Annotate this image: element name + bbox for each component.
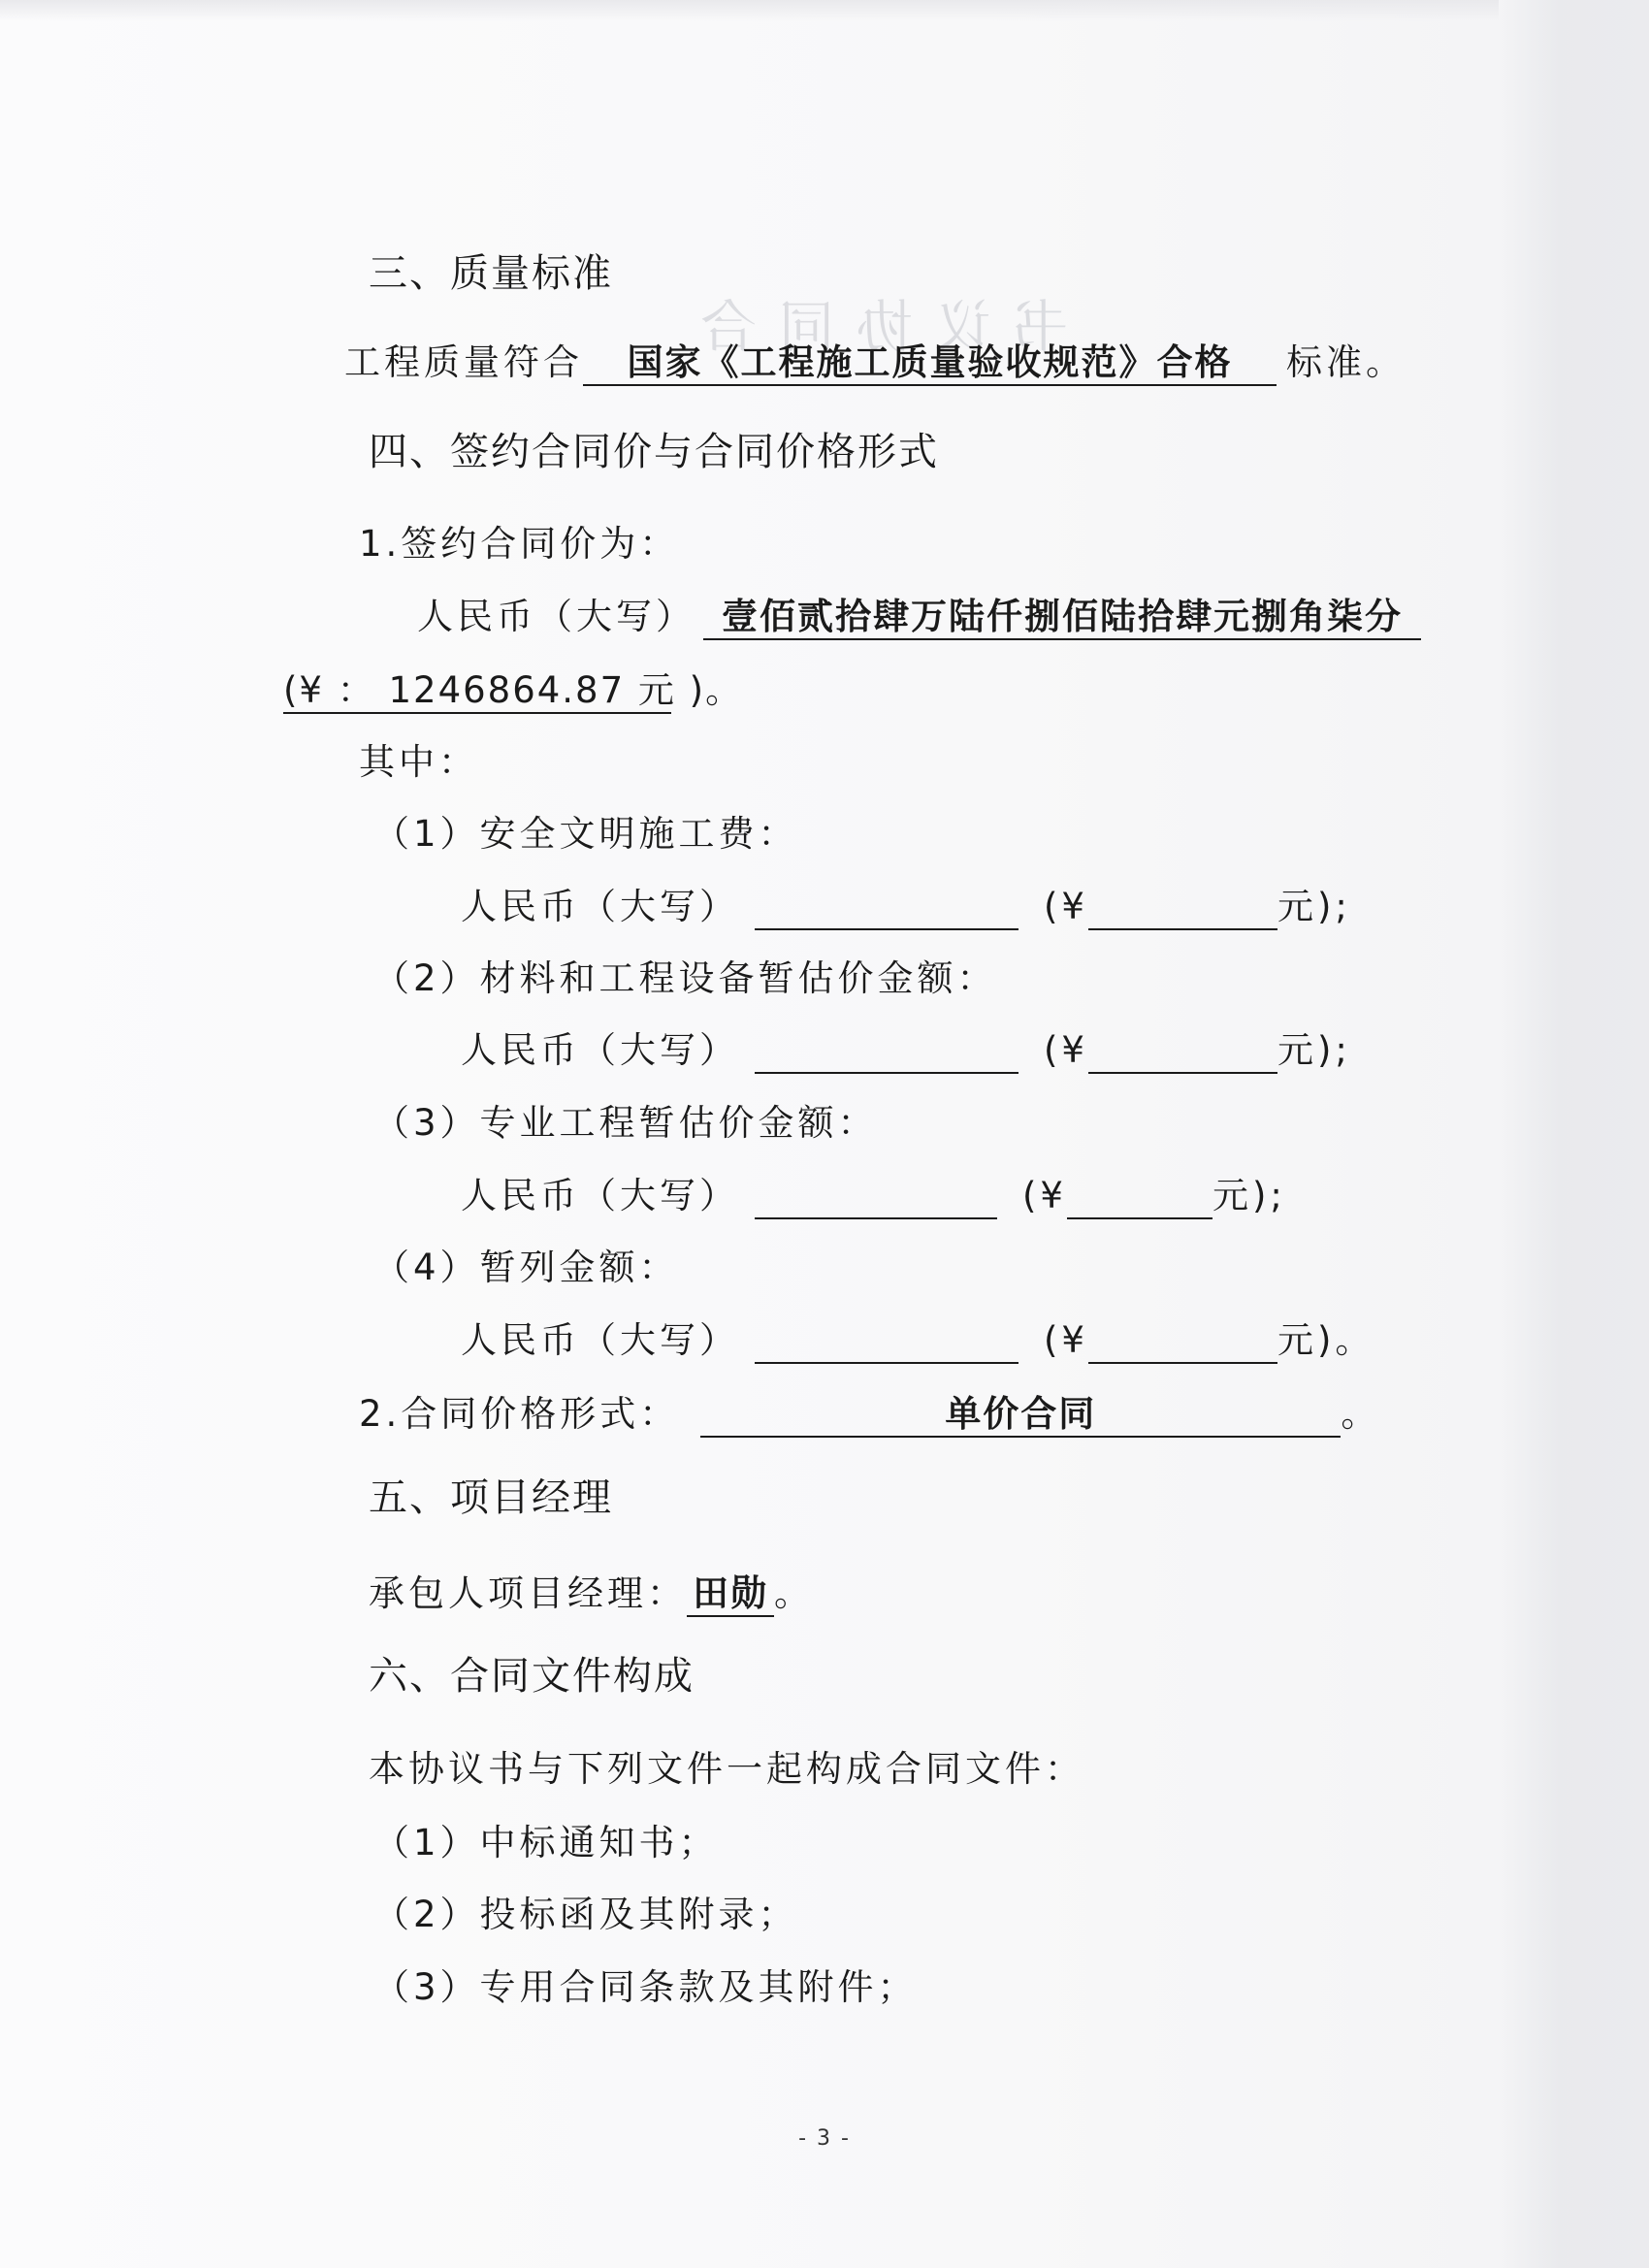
page-number: - 3 - <box>798 2126 851 2151</box>
sub-item-2-words-blank <box>755 1033 1018 1074</box>
quality-heading: 三、质量标准 <box>369 251 613 296</box>
quality-suffix: 标准。 <box>1286 341 1406 383</box>
sub-item-3-amount: 人民币（大写） (¥ 元); <box>461 1173 1286 1219</box>
sub-item-1-words-blank <box>755 890 1018 930</box>
page-top-edge <box>0 0 1499 21</box>
among-label: 其中： <box>359 741 478 783</box>
manager-line: 承包人项目经理： 田勋 。 <box>369 1571 814 1617</box>
documents-intro: 本协议书与下列文件一起构成合同文件： <box>369 1748 1084 1790</box>
sub-item-3-numeric-blank <box>1067 1179 1212 1219</box>
sub-item-4-words-blank <box>755 1323 1018 1364</box>
document-item: （2）投标函及其附录； <box>373 1894 798 1935</box>
rmb-prefix: 人民币（大写） <box>417 596 695 637</box>
sub-item-2-numeric-blank <box>1088 1033 1277 1074</box>
price-form-line: 2.合同价格形式： 单价合同 。 <box>359 1391 1380 1438</box>
quality-line <box>344 340 1406 386</box>
contract-price-words: 壹佰贰拾肆万陆仟捌佰陆拾肆元捌角柒分 <box>703 596 1421 640</box>
contract-price-label: 1.签约合同价为： <box>359 523 680 565</box>
quality-prefix: 工程质量符合 <box>344 341 583 383</box>
contract-price-numeric-line <box>283 667 744 714</box>
sub-item-2-amount: 人民币（大写） (¥ 元); <box>461 1027 1351 1074</box>
sub-item-4-amount: 人民币（大写） (¥ 元)。 <box>461 1317 1374 1364</box>
sub-item-2-label: （2）材料和工程设备暂估价金额： <box>373 957 997 999</box>
manager-name: 田勋 <box>687 1572 774 1617</box>
documents-heading: 六、合同文件构成 <box>369 1654 695 1699</box>
contract-price-numeric: (¥ ： 1246864.87 元 )。 <box>283 669 671 714</box>
sub-item-1-amount: 人民币（大写） (¥ 元); <box>461 884 1351 930</box>
price-heading: 四、签约合同价与合同价格形式 <box>369 430 939 474</box>
sub-item-4-label: （4）暂列金额： <box>373 1247 679 1288</box>
price-form-value: 单价合同 <box>700 1393 1341 1438</box>
sub-item-1-numeric-blank <box>1088 890 1277 930</box>
sub-item-1-label: （1）安全文明施工费： <box>373 813 798 855</box>
manager-heading: 五、项目经理 <box>369 1475 613 1520</box>
sub-item-3-words-blank <box>755 1179 997 1219</box>
manager-label: 承包人项目经理： <box>369 1572 687 1614</box>
sub-item-3-label: （3）专业工程暂估价金额： <box>373 1102 878 1144</box>
quality-standard-value: 国家《工程施工质量验收规范》合格 <box>583 341 1277 386</box>
price-form-label: 2.合同价格形式： <box>359 1393 680 1435</box>
contract-price-words-line <box>417 594 1421 640</box>
page-edge-shadow <box>1499 0 1649 2268</box>
document-item: （3）专用合同条款及其附件； <box>373 1966 918 2008</box>
sub-item-4-numeric-blank <box>1088 1323 1277 1364</box>
document-item: （1）中标通知书； <box>373 1822 719 1863</box>
show-through-title: 书 议 协 同 合 <box>698 294 1069 360</box>
